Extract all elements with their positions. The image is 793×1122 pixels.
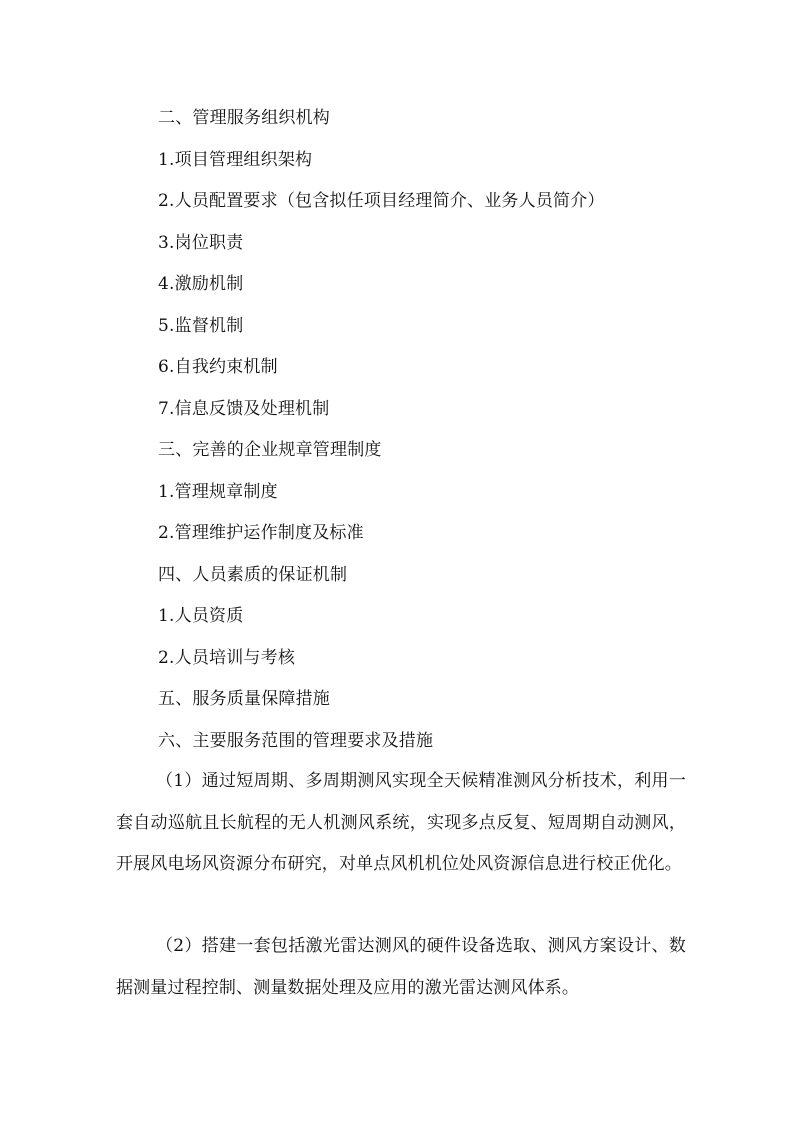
section-heading-2: 二、管理服务组织机构 xyxy=(158,108,330,128)
section-heading-6: 六、主要服务范围的管理要求及措施 xyxy=(158,731,434,751)
list-item: 7.信息反馈及处理机制 xyxy=(158,399,330,419)
list-item: 2.人员配置要求（包含拟任项目经理简介、业务人员简介） xyxy=(158,191,605,211)
list-item: 2.管理维护运作制度及标准 xyxy=(158,523,364,543)
section-heading-4: 四、人员素质的保证机制 xyxy=(158,565,348,585)
paragraph-1: （1）通过短周期、多周期测风实现全天候精准测风分析技术，利用一套自动巡航且长航程的无人机测风系统，实现多点反复、短周期自动测风，开展风电场风资源分布研究，对单点风机机位处风资源信息进行校正优化。 xyxy=(116,771,686,875)
list-item: 1.管理规章制度 xyxy=(158,482,278,502)
section-heading-5: 五、服务质量保障措施 xyxy=(158,689,330,709)
list-item: 3.岗位职责 xyxy=(158,233,244,253)
list-item: 4.激励机制 xyxy=(158,274,244,294)
list-item: 6.自我约束机制 xyxy=(158,357,278,377)
list-item: 5.监督机制 xyxy=(158,316,244,336)
list-item: 2.人员培训与考核 xyxy=(158,648,296,668)
section-heading-3: 三、完善的企业规章管理制度 xyxy=(158,440,382,460)
list-item: 1.项目管理组织架构 xyxy=(158,150,313,170)
paragraph-2: （2）搭建一套包括激光雷达测风的硬件设备选取、测风方案设计、数据测量过程控制、测量数据处理及应用的激光雷达测风体系。 xyxy=(116,936,686,998)
list-item: 1.人员资质 xyxy=(158,606,244,626)
